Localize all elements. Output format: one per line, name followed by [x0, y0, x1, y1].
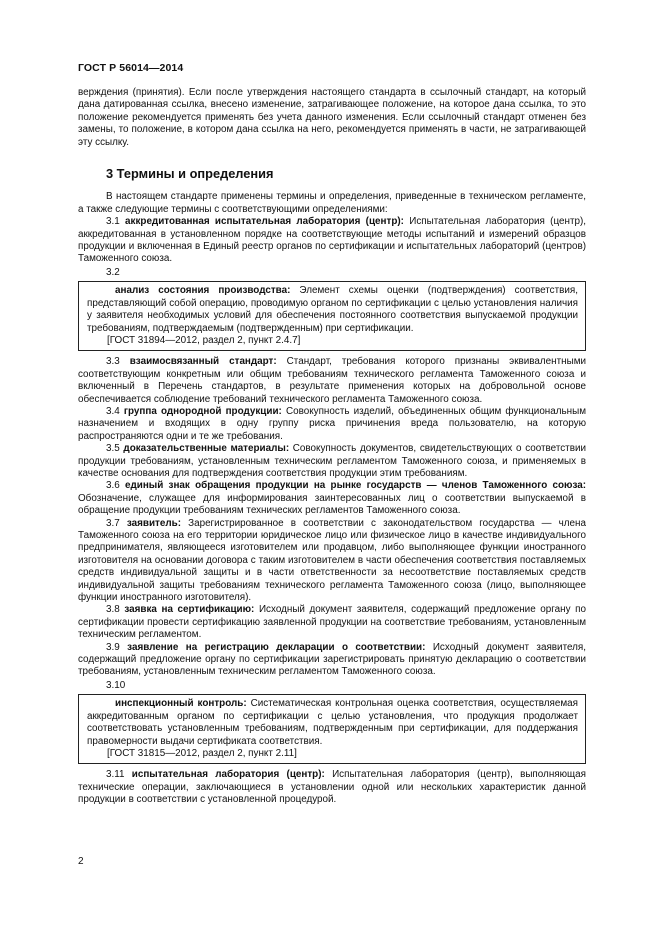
term-name: аккредитованная испытательная лаборатория (центр):: [125, 216, 404, 228]
term-3-2-box: [78, 281, 586, 351]
term-definition: Зарегистрированное в соответствии с законодательством государства — члена Таможенного союза на его территории юридическое лицо или физическое лицо в качестве индивидуального предпринимателя, являющееся изготовителем или продавцом, либо выполняющее функции иностранного изготовителя на основании договора с таким изготовителем в части обеспечения соответствия поставляемых средств индивидуальной защиты и в части ответственности за несоответствие поставляемых средств индивидуальной защиты требованиям технического регламента Таможенного союза (лицо, выполняющее функции иностранного изготовителя).: [78, 517, 586, 604]
document-header: ГОСТ Р 56014—2014: [78, 62, 184, 74]
term-number: 3.3: [106, 356, 120, 368]
term-3-11: [78, 769, 586, 806]
term-source: [ГОСТ 31894—2012, раздел 2, пункт 2.4.7]: [107, 334, 301, 346]
term-number: 3.9: [106, 641, 120, 653]
term-3-2-number: 3.2: [106, 266, 120, 278]
term-definition: Систематическая контрольная оценка соответствия, осуществляемая аккредитованным органом по сертификации с целью установления, что продукция продолжает соответствовать установленным требованиям, подтвержденным при сертификации, для поддержания правомерности выдачи сертификата соответствия.: [87, 698, 578, 747]
term-3-8: [78, 604, 586, 641]
term-name: заявка на сертификацию:: [124, 604, 255, 616]
term-3-1: [78, 216, 586, 266]
term-name: заявление на регистрацию декларации о соответствии:: [127, 641, 426, 653]
section-lead: В настоящем стандарте применены термины и определения, приведенные в техническом регламенте, а также следующие термины с соответствующими определениями:: [78, 191, 586, 215]
term-name: группа однородной продукции:: [123, 405, 282, 417]
term-name: анализ состояния производства:: [115, 285, 291, 297]
term-definition: Совокупность изделий, объединенных общим функциональным назначением и входящих в одну группу риска причинения вреда пользователю, на которую распространяются одни и те же требования.: [78, 405, 586, 442]
term-number: 3.8: [106, 604, 120, 616]
term-3-6: [78, 480, 586, 517]
term-name: доказательственные материалы:: [123, 443, 290, 455]
term-number: 3.4: [106, 405, 120, 417]
page-number: 2: [78, 856, 84, 867]
term-3-10-box: [78, 694, 586, 764]
term-name: испытательная лаборатория (центр):: [131, 769, 325, 781]
term-name: инспекционный контроль:: [115, 698, 247, 710]
term-3-7: [78, 518, 586, 605]
term-number: 3.11: [106, 769, 125, 781]
term-number: 3.5: [106, 443, 120, 455]
term-definition: Элемент схемы оценки (подтверждения) соответствия, представляющий собой операцию, проводимую органом по сертификации с целью установления наличия у заявителя необходимых условий для обеспечения постоянного соответствия выпускаемой продукции требованиям, подтверждаемым (подтвержденным) при сертификации.: [87, 285, 578, 334]
intro-paragraph: верждения (принятия). Если после утверждения настоящего стандарта в ссылочный стандарт, на который дана датированная ссылка, внесено изменение, затрагивающее положение, на которое дана ссылка, то это положение рекомендуется применять без учета данного изменения. Если ссылочный стандарт отменен без замены, то положение, в котором дана ссылка на него, рекомендуется применять в части, не затрагивающей эту ссылку.: [78, 87, 586, 148]
term-3-10-number: 3.10: [106, 679, 126, 691]
term-definition: Исходный документ заявителя, содержащий предложение органу по сертификации зарегистрировать принятую декларацию о соответствии требованиям, установленным техническим регламентом Таможенного союза.: [78, 641, 586, 678]
term-3-5: [78, 443, 586, 480]
term-number: 3.1: [106, 216, 120, 228]
term-definition: Совокупность документов, свидетельствующих о соответствии продукции требованиям, установленным техническим регламентом Таможенного союза, и применяемых в качестве основания для подтверждения соответствия продукции этим требованиям.: [78, 443, 586, 479]
term-definition: Исходный документ заявителя, содержащий предложение органу по сертификации провести сертификацию заявленной продукции на соответствие требованиям, установленным техническим регламентом.: [78, 604, 586, 641]
term-definition: Обозначение, служащее для информирования заинтересованных лиц о соответствии выпускаемой в обращение продукции требованиям технических регламентов Таможенного союза.: [78, 492, 586, 517]
term-3-3: [78, 356, 586, 406]
term-3-9: [78, 642, 586, 679]
term-source: [ГОСТ 31815—2012, раздел 2, пункт 2.11]: [107, 747, 297, 759]
term-name: заявитель:: [126, 517, 181, 529]
term-number: 3.6: [106, 480, 120, 492]
term-definition: Испытательная лаборатория (центр), аккредитованная в установленном порядке на соответствующие методы испытаний и измерений образцов продукции и включенная в Единый реестр органов по сертификации и испытательных лабораторий (центров) Таможенного союза.: [78, 216, 586, 265]
term-name: взаимосвязанный стандарт:: [129, 356, 277, 368]
term-number: 3.7: [106, 517, 120, 529]
term-name: единый знак обращения продукции на рынке государств — членов Таможенного союза:: [125, 480, 587, 492]
term-definition: Стандарт, требования которого признаны эквивалентными соответствующим конкретным или общим требованиям технического регламента Таможенного союза и включенный в Перечень стандартов, в результате применения которых на добровольной основе обеспечивается соблюдение требований технического регламента Таможенного союза.: [78, 356, 587, 405]
term-3-4: [78, 406, 586, 443]
section-title: 3 Термины и определения: [106, 166, 274, 182]
term-definition: Испытательная лаборатория (центр), выполняющая технические операции, заключающиеся в установлении одной или нескольких характеристик данной продукции в соответствии с установленной процедурой.: [78, 769, 586, 806]
document-body: [78, 87, 586, 807]
